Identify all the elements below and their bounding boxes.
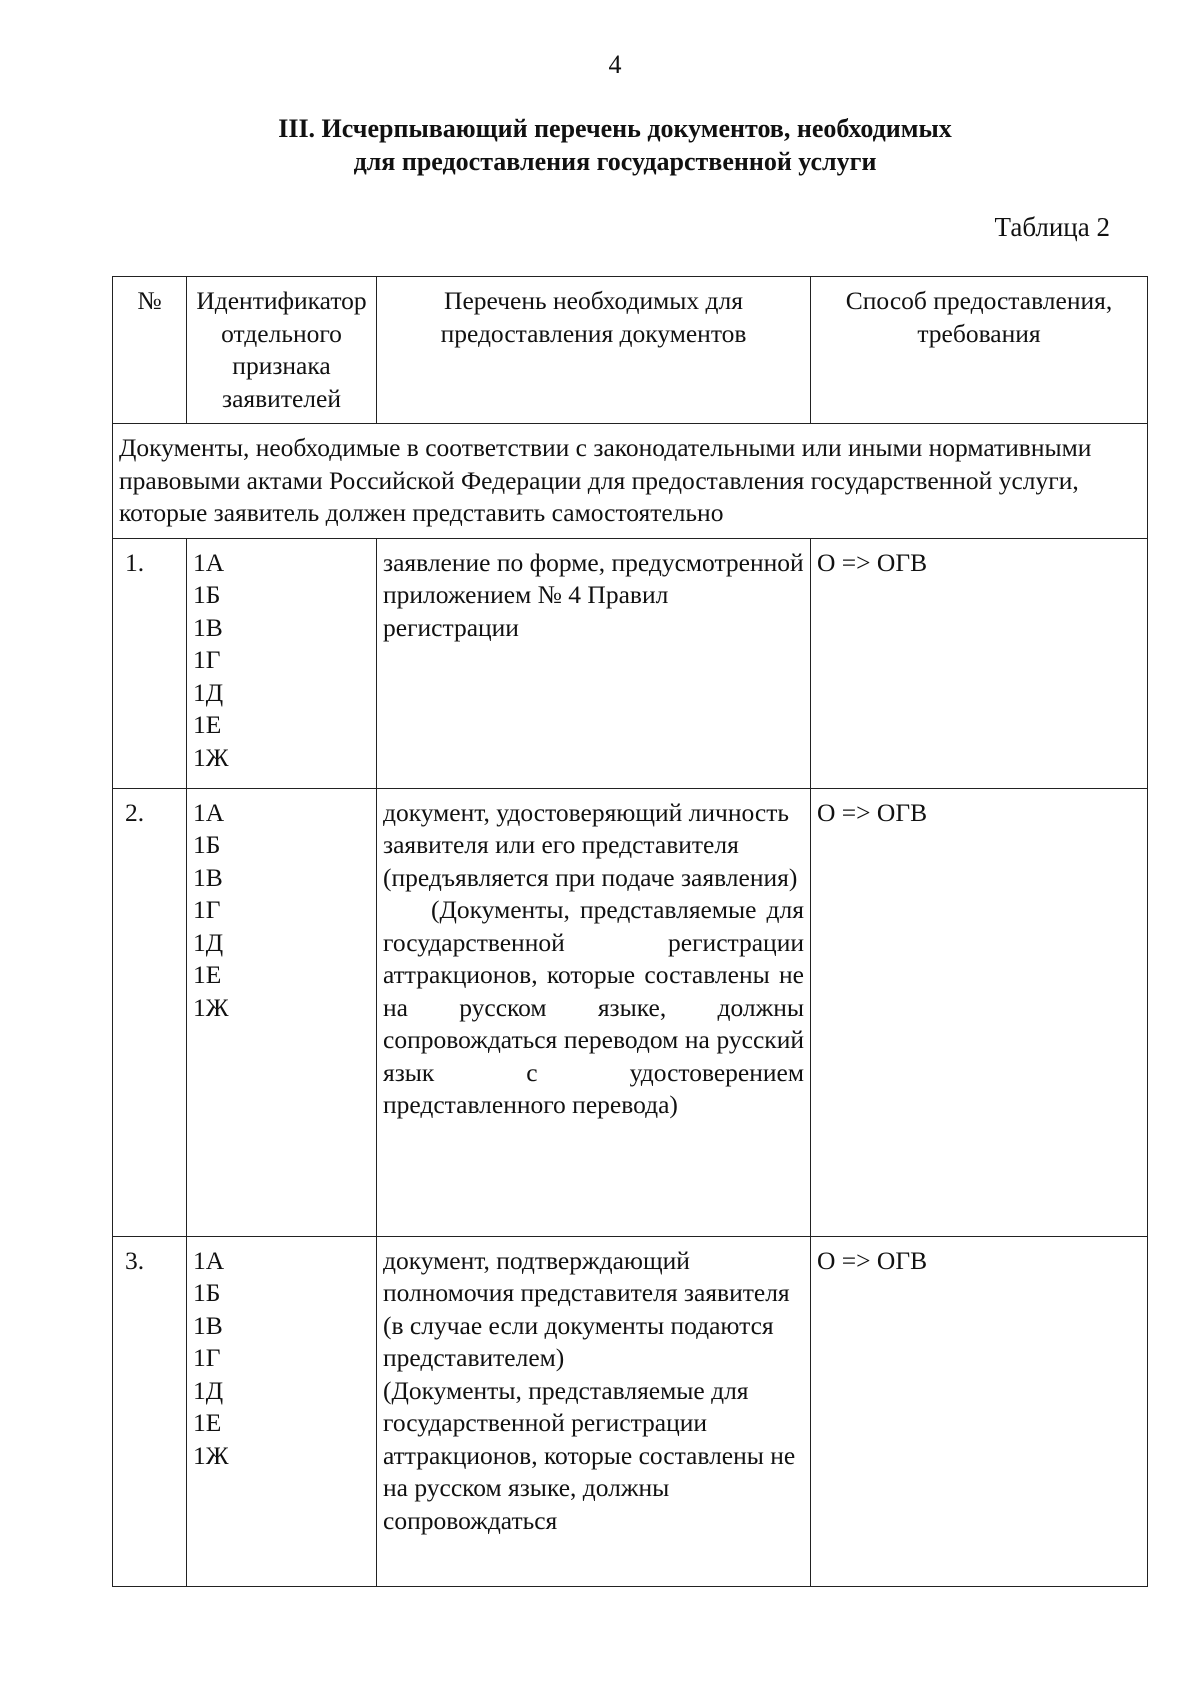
identifier-item: 1Д (193, 677, 224, 707)
document-note: (Документы, представляемые для государственной регистрации аттракционов, которые составлены не на русском языке, должны сопровождаться (383, 1375, 796, 1535)
heading-line-2: для предоставления государственной услуги (353, 147, 877, 176)
document-text: документ, подтверждающий полномочия представителя заявителя (в случае если документы подаются представителем) (383, 1245, 790, 1372)
identifier-item: 1Е (193, 1408, 222, 1437)
identifier-item: 1Е (193, 710, 222, 739)
identifier-item: 1А (193, 547, 225, 577)
document-note: (Документы, представляемые для государственной регистрации аттракционов, которые составлены не на русском языке, должны сопровождаться переводом на русский язык с удостоверением представленного перевода) (383, 895, 804, 1119)
documents-table (112, 276, 1148, 1587)
table-header-row (113, 277, 1148, 424)
identifier-list (187, 538, 377, 788)
identifier-item: 1Г (193, 645, 221, 674)
identifier-item: 1Ж (193, 1440, 229, 1470)
identifier-item: 1А (193, 797, 225, 827)
submission-method: О => ОГВ (811, 1236, 1148, 1586)
submission-method: О => ОГВ (811, 788, 1148, 1236)
identifier-item: 1Ж (193, 742, 229, 772)
table-row (113, 538, 1148, 788)
document-description (377, 538, 811, 788)
identifier-item: 1Г (193, 1343, 221, 1372)
header-method: Способ предоставления, требования (811, 277, 1148, 424)
table-row (113, 1236, 1148, 1586)
identifier-item: 1Б (193, 830, 221, 859)
document-description (377, 1236, 811, 1586)
table-row (113, 788, 1148, 1236)
heading-line-1: III. Исчерпывающий перечень документов, необходимых (278, 114, 952, 143)
header-documents: Перечень необходимых для предоставления документов (377, 277, 811, 424)
identifier-item: 1В (193, 862, 223, 892)
header-identifier: Идентификатор отдельного признака заявителей (187, 277, 377, 424)
section-title: Документы, необходимые в соответствии с законодательными или иными нормативными правовыми актами Российской Федерации для предоставления государственной услуги, которые заявитель должен представить самостоятельно (113, 424, 1148, 539)
document-text: заявление по форме, предусмотренной приложением № 4 Правил регистрации (383, 547, 804, 642)
identifier-item: 1Д (193, 927, 224, 957)
identifier-list (187, 1236, 377, 1586)
row-number: 3. (113, 1236, 187, 1586)
identifier-list (187, 788, 377, 1236)
page-number: 4 (608, 50, 622, 79)
identifier-item: 1А (193, 1245, 225, 1275)
identifier-item: 1Ж (193, 992, 229, 1022)
identifier-item: 1Б (193, 580, 221, 609)
identifier-item: 1Д (193, 1375, 224, 1405)
identifier-item: 1Б (193, 1278, 221, 1307)
section-heading (0, 112, 1200, 178)
row-number: 2. (113, 788, 187, 1236)
identifier-item: 1Е (193, 960, 222, 989)
identifier-item: 1Г (193, 895, 221, 924)
table-section-row (113, 424, 1148, 539)
submission-method: О => ОГВ (811, 538, 1148, 788)
row-number: 1. (113, 538, 187, 788)
identifier-item: 1В (193, 1310, 223, 1340)
header-number: № (113, 277, 187, 424)
identifier-item: 1В (193, 612, 223, 642)
document-description (377, 788, 811, 1236)
document-text: документ, удостоверяющий личность заявителя или его представителя (предъявляется при подаче заявления) (383, 797, 798, 892)
table-caption: Таблица 2 (994, 212, 1110, 242)
